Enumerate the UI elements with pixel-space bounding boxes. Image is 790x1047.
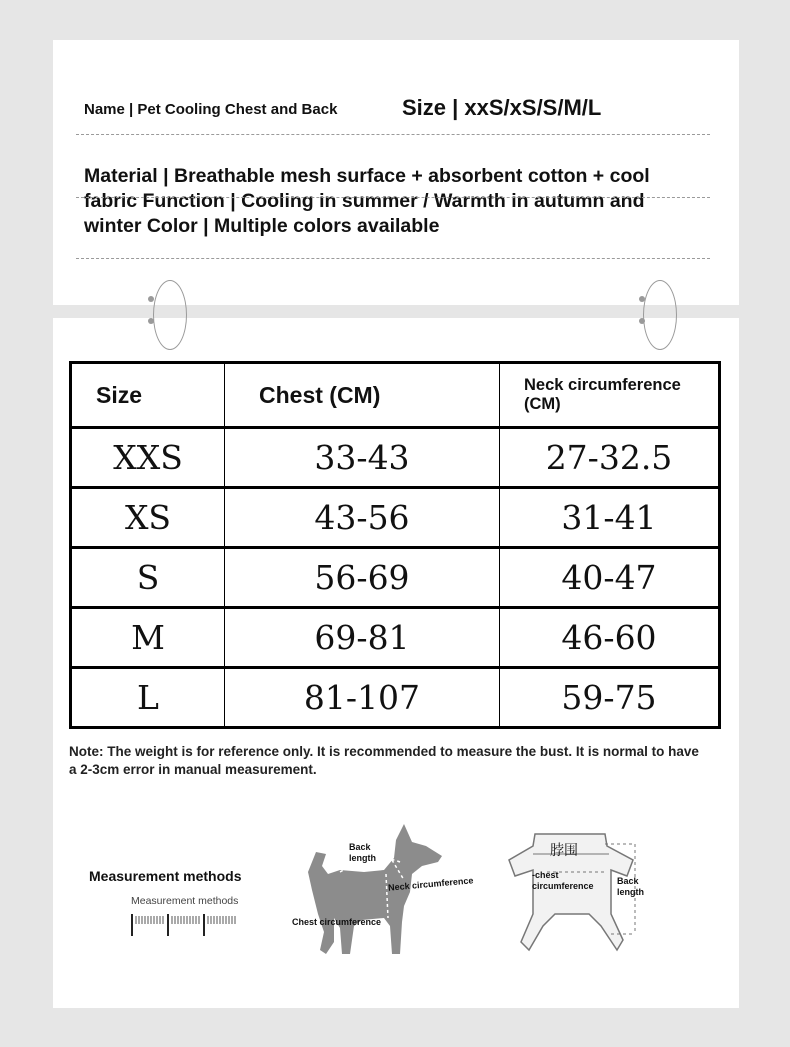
size-chart-table — [69, 361, 721, 729]
header-neck: Neck circumference (CM) — [500, 363, 720, 428]
label-garment-back-length — [617, 876, 651, 898]
garment-back-length-text: Back length — [617, 876, 644, 897]
cell-size: S — [71, 548, 225, 608]
tape-measure-icon — [130, 910, 240, 938]
table-row — [71, 608, 720, 668]
cell-size: XS — [71, 488, 225, 548]
label-neck-cn: 脖围 — [550, 843, 578, 859]
table-header-row — [71, 363, 720, 428]
cell-chest: 56-69 — [225, 548, 500, 608]
cell-chest: 43-56 — [225, 488, 500, 548]
header-size: Size — [71, 363, 225, 428]
ring-hole — [639, 296, 645, 302]
label-garment-chest — [532, 870, 602, 892]
measurement-title: Measurement methods — [89, 868, 242, 884]
header-chest: Chest (CM) — [225, 363, 500, 428]
cell-chest: 33-43 — [225, 428, 500, 488]
cell-neck: 31-41 — [500, 488, 720, 548]
product-name: Name | Pet Cooling Chest and Back — [84, 101, 338, 118]
ring-hole — [148, 296, 154, 302]
cell-chest: 81-107 — [225, 668, 500, 728]
table-row — [71, 428, 720, 488]
cell-size: M — [71, 608, 225, 668]
cell-size: L — [71, 668, 225, 728]
back-length-text: Back length — [349, 842, 376, 863]
divider — [76, 134, 710, 135]
product-sizes: Size | xxS/xS/S/M/L — [402, 95, 602, 120]
cell-chest: 69-81 — [225, 608, 500, 668]
table-row — [71, 668, 720, 728]
garment-chest-text: -chest circumference — [532, 870, 594, 891]
cell-neck: 46-60 — [500, 608, 720, 668]
cell-size: XXS — [71, 428, 225, 488]
table-row — [71, 548, 720, 608]
binder-ring-right — [643, 280, 677, 350]
table-row — [71, 488, 720, 548]
label-back-length — [349, 842, 381, 864]
cell-neck: 27-32.5 — [500, 428, 720, 488]
divider — [76, 258, 710, 259]
label-chest-circumference: Chest circumference — [292, 917, 382, 927]
ring-hole — [148, 318, 154, 324]
product-details: Material | Breathable mesh surface + absorbent cotton + cool fabric Function | Cooling in summer / Warmth in autumn and winter Color | Multiple colors available — [84, 165, 650, 237]
measurement-subtitle: Measurement methods — [131, 895, 239, 907]
cell-neck: 40-47 — [500, 548, 720, 608]
binder-ring-left — [153, 280, 187, 350]
measurement-note: Note: The weight is for reference only. It is recommended to measure the bust. It is normal to have a 2-3cm error in manual measurement. — [69, 744, 699, 777]
divider — [76, 197, 710, 198]
ring-hole — [639, 318, 645, 324]
label-neck-circumference: Neck circumference — [387, 875, 474, 893]
cell-neck: 59-75 — [500, 668, 720, 728]
